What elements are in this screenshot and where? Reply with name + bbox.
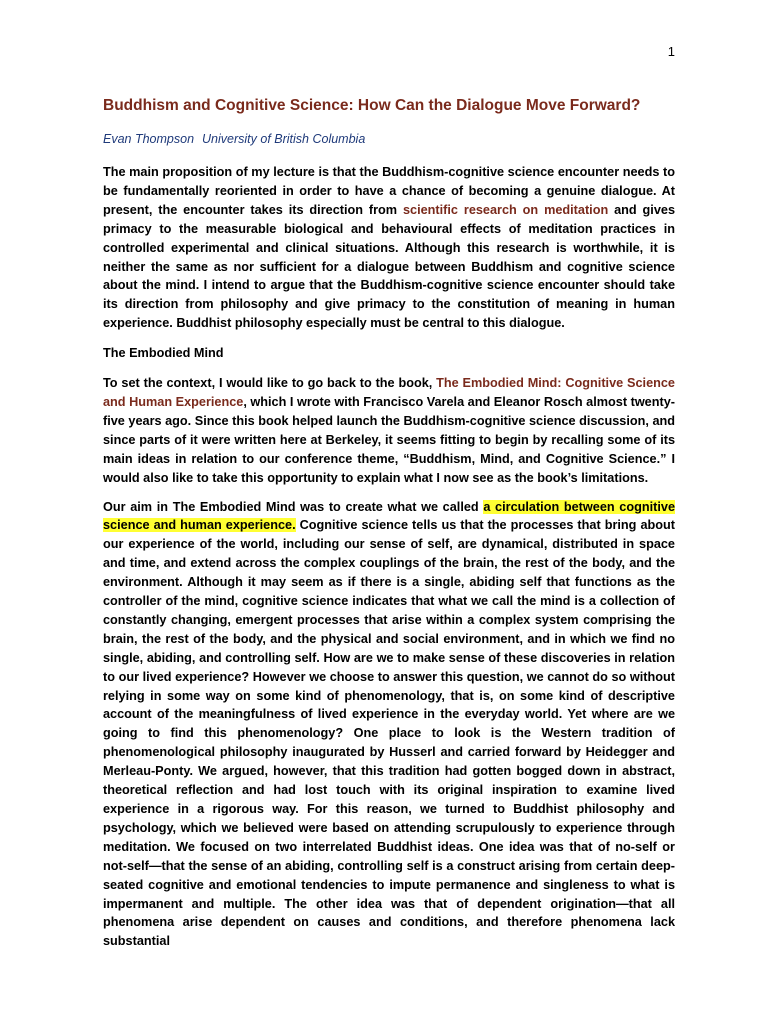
paragraph-aim [103, 498, 675, 952]
paragraph-context-text-2: , which I wrote with Francisco Varela and Eleanor Rosch almost twenty-five years ago. Since this book helped launch the Buddhism-cognitive science discussion, and since parts of it were written here at Berkeley, it seems fitting to begin by recalling some of its main ideas in relation to our conference theme, “Buddhism, Mind, and Cognitive Science.” I would also like to take this opportunity to explain what I now see as the book’s limitations. [103, 394, 675, 485]
document-title: Buddhism and Cognitive Science: How Can the Dialogue Move Forward? [103, 97, 641, 114]
paragraph-aim-text-2: Cognitive science tells us that the processes that bring about our experience of the world, including our sense of self, are dynamical, distributed in space and time, and extend across the complex couplings of the brain, the rest of the body, and the environment. Although it may seem as if there is a single, abiding self that functions as the controller of the mind, cognitive science indicates that what we call the mind is a collection of constantly changing, emergent processes that arise within a complex system comprising the brain, the rest of the body, and the physical and social environment, and in which we find no single, abiding, and controlling self. How are we to make sense of these discoveries in relation to our lived experience? However we choose to answer this question, we cannot do so without relying in some way on some kind of phenomenology, that is, on some kind of descriptive account of the meaningfulness of lived experience in the everyday world. Yet where are we going to find this phenomenology? One place to look is the Western tradition of phenomenological philosophy inaugurated by Husserl and carried forward by Heidegger and Merleau-Ponty. We argued, however, that this tradition had gotten bogged down in abstract, theoretical reflection and had lost touch with its original inspiration to examine lived experience in a rigorous way. For this reason, we turned to Buddhist philosophy and psychology, which we believed were based on attending scrupulously to experience through meditation. We focused on two interrelated Buddhist ideas. One idea was that of no-self or not-self—that the sense of an abiding, controlling self is a construct arising from certain deep-seated cognitive and emotional tendencies to impute permanence and singleness to what is impermanent and multiple. The other idea was that of dependent origination—that all phenomena arise dependent on causes and conditions, and therefore phenomena lack substantial [103, 518, 675, 949]
section-heading: The Embodied Mind [103, 346, 224, 361]
highlighted-text: a circulation between cognitive science and human experience. [103, 499, 675, 533]
paragraph-intro [103, 163, 675, 333]
paragraph-context [103, 374, 675, 487]
author-affiliation: University of British Columbia [202, 132, 366, 146]
page-number: 1 [667, 44, 675, 59]
document-body [103, 96, 675, 951]
paragraph-intro-text-2: and gives primacy to the measurable biological and behavioural effects of meditation practices in controlled experimental and clinical situations. Although this research is worthwhile, it is neither the same as nor sufficient for a dialogue between Buddhism and cognitive science about the mind. I intend to argue that the Buddhism-cognitive science encounter should take its direction from philosophy and give primacy to the constitution of meaning in human experience. Buddhist philosophy especially must be central to this dialogue. [103, 202, 676, 331]
author-line [103, 131, 675, 148]
paragraph-intro-text-1: The main proposition of my lecture is that the Buddhism-cognitive science encounter needs to be fundamentally reoriented in order to have a chance of becoming a genuine dialogue. At present, the encounter takes its direction from [103, 165, 675, 217]
paragraph-context-text-1: To set the context, I would like to go back to the book, [103, 376, 437, 391]
meditation-research-link[interactable]: scientific research on meditation [402, 202, 609, 217]
author-name: Evan Thompson [103, 132, 195, 146]
embodied-mind-book-link[interactable]: The Embodied Mind: Cognitive Science and Human Experience [103, 376, 675, 409]
paragraph-aim-text-1: Our aim in The Embodied Mind was to create what we called [103, 499, 484, 514]
